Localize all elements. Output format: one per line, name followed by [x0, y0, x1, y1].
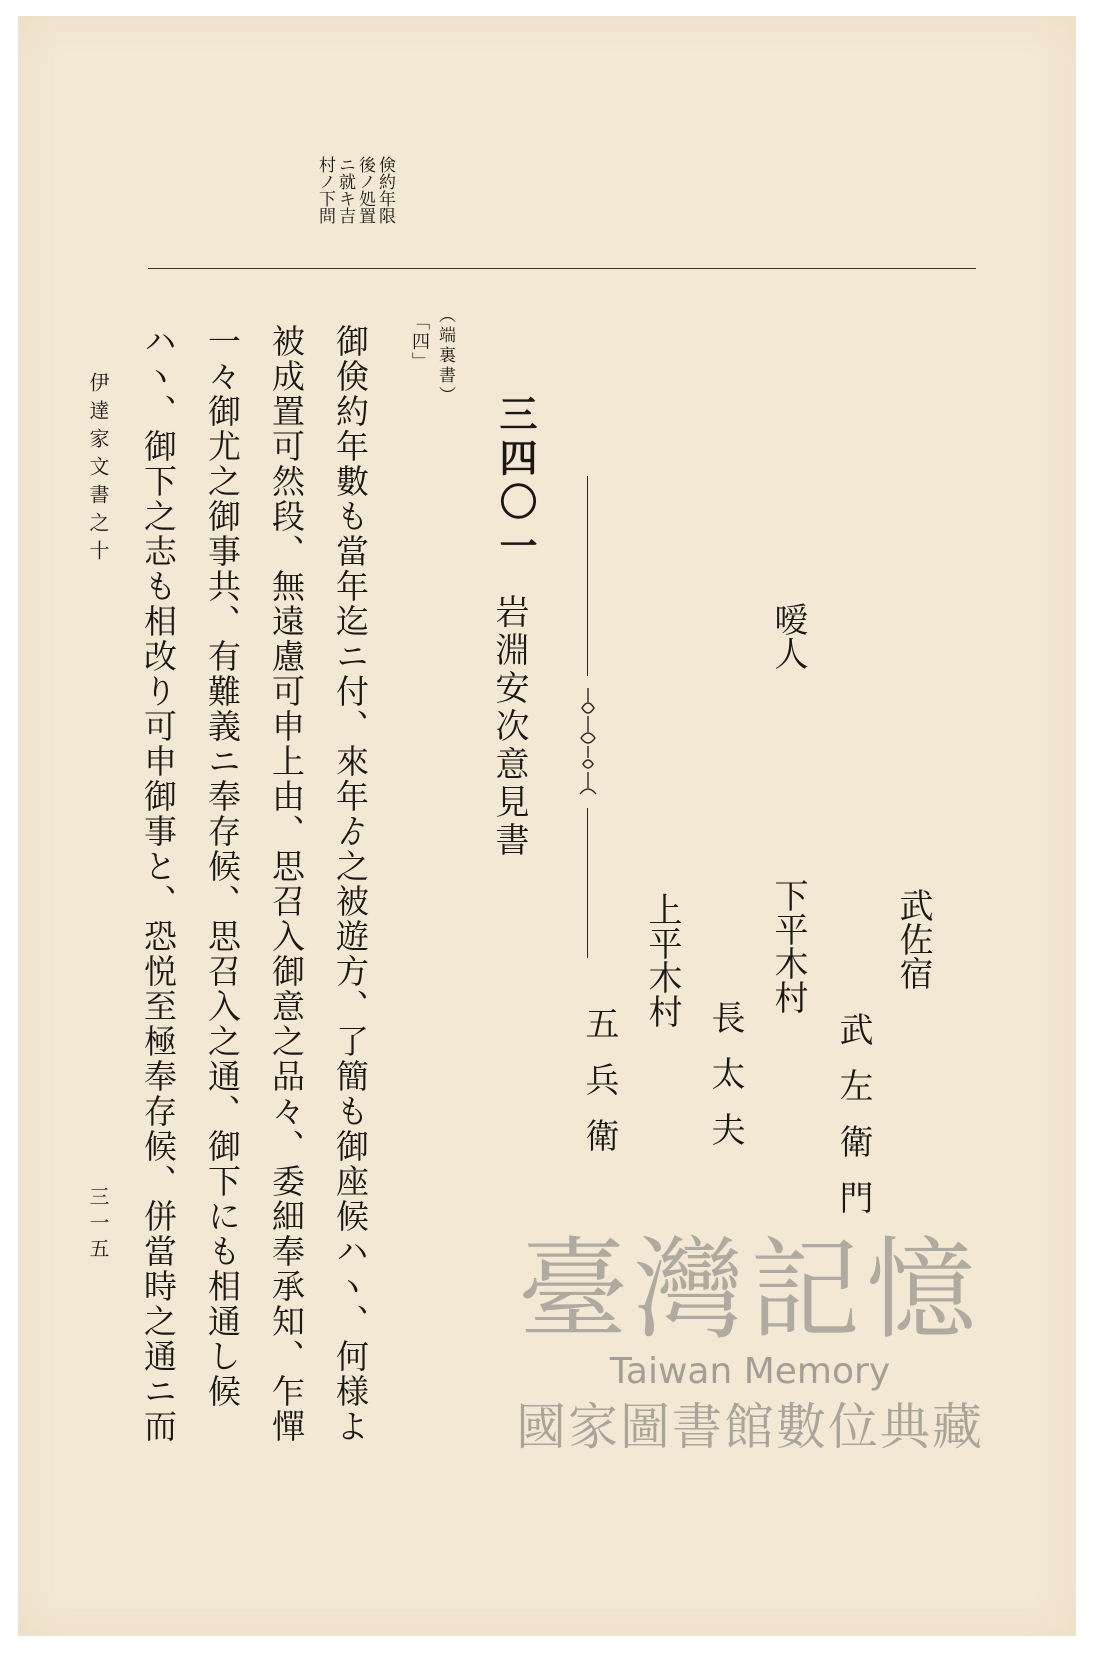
village-3: 上平木村 — [642, 892, 682, 1028]
header-note-2: 後ノ処置 — [355, 156, 375, 224]
watermark-logo: 臺灣記憶 — [518, 1226, 982, 1354]
document-title: 岩淵安次意見書 — [489, 594, 529, 860]
village-2: 下平木村 — [768, 878, 808, 1014]
header-divider — [148, 268, 976, 269]
collection-title: 伊達家文書之十 — [86, 372, 110, 568]
body-column-3: 一々御尤之御事共、有難義ニ奉存候、思召入之通、御下にも相通し候 — [203, 324, 242, 1409]
endorsement-label: （端裏書） — [435, 306, 455, 406]
recipient: 嗳人 — [768, 602, 808, 670]
watermark-library: 國家圖書館數位典藏 — [516, 1398, 984, 1456]
document-number: 三四〇一 — [493, 394, 538, 570]
document-page — [18, 16, 1076, 1636]
body-column-2: 被成置可然段、無遠慮可申上由、思召入御意之品々、委細奉承知、乍憚 — [267, 324, 306, 1444]
endorsement-value: 「四」 — [409, 312, 430, 372]
page-number: 三一五 — [86, 1186, 110, 1264]
separator-line-bottom — [587, 808, 588, 958]
header-note-3: ニ就キ吉 — [335, 156, 355, 224]
body-column-1: 御倹約年數も當年迄ニ付、來年ゟ之被遊方、了簡も御座候ハヽ、何様よ — [331, 324, 370, 1444]
village-1: 武佐宿 — [893, 888, 933, 990]
person-2: 長太夫 — [705, 1000, 745, 1168]
separator-ornament — [577, 688, 599, 806]
header-note-4: 村ノ下問 — [315, 156, 335, 224]
header-note-1: 倹約年限 — [375, 156, 395, 224]
separator-line-top — [587, 476, 588, 676]
person-3: 五兵衛 — [579, 1006, 619, 1174]
body-column-4: ハヽ、御下之志も相改り可申御事と、恐悦至極奉存候、併當時之通ニ而 — [139, 324, 178, 1444]
watermark-english: Taiwan Memory — [609, 1351, 891, 1392]
person-1: 武左衛門 — [833, 1012, 873, 1236]
